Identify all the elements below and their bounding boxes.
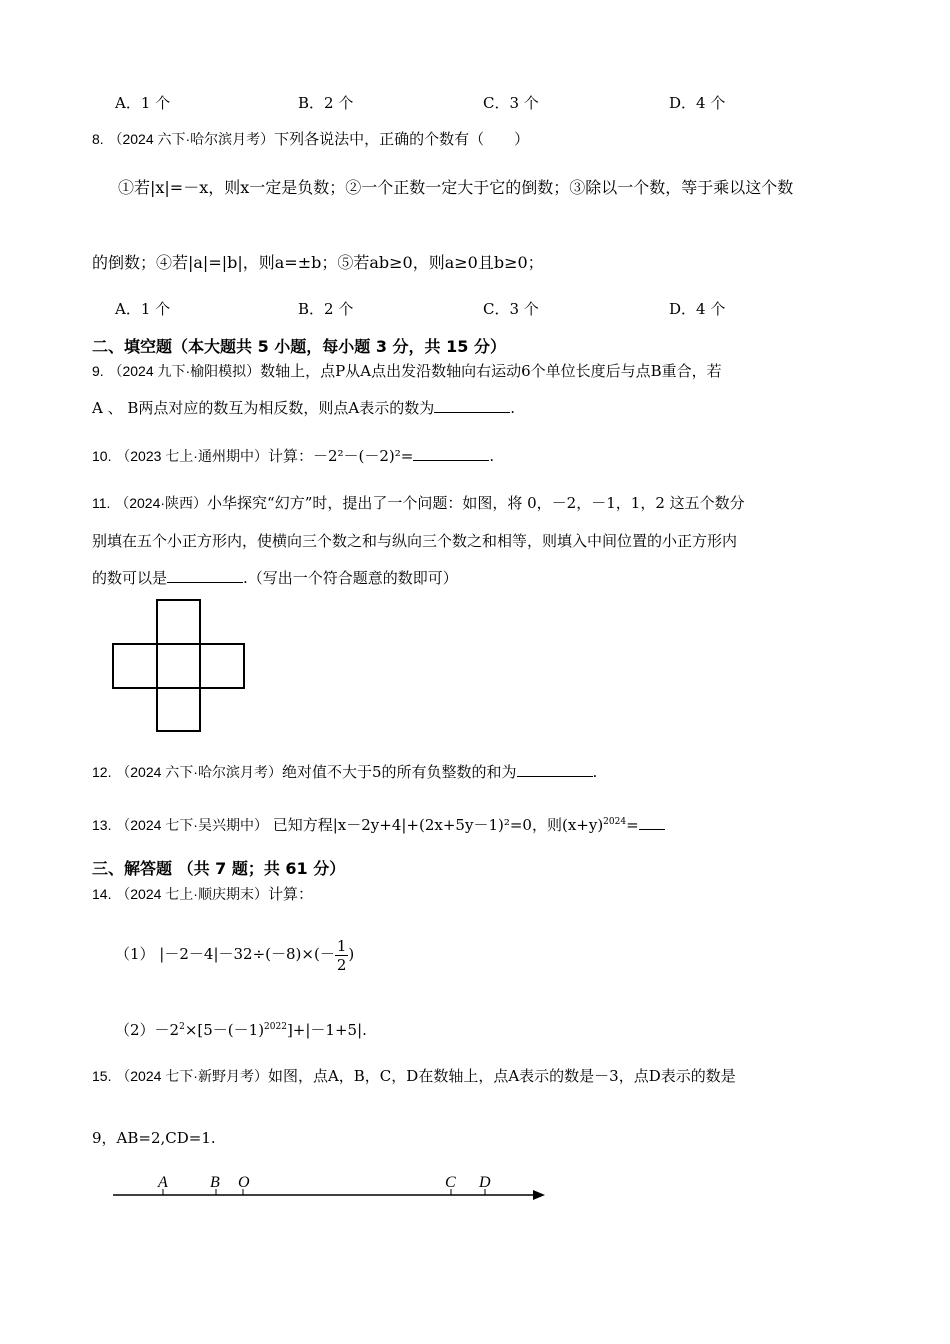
q9-source: （2024 九下·榆阳模拟） [108, 363, 261, 379]
q14-p2-c: ]+|－1+5|. [286, 1021, 367, 1039]
answer-blank[interactable] [639, 815, 665, 830]
numerator: 1 [336, 936, 347, 955]
q8-option-d: D．4 个 [669, 300, 726, 318]
q13-exponent: 2024 [603, 817, 627, 827]
label-b: B [210, 1174, 220, 1191]
q9-number: 9. [92, 363, 104, 379]
q10-end: . [489, 447, 495, 465]
label-c: C [445, 1174, 456, 1191]
square-center [156, 643, 201, 689]
number-line [0, 1165, 600, 1210]
q11-line3 [92, 567, 458, 589]
q9-text: 数轴上，点P从A点出发沿数轴向右运动6个单位长度后与点B重合，若 [260, 362, 722, 380]
q13 [92, 811, 665, 836]
fraction [335, 937, 349, 974]
q14-p1-end: ) [348, 945, 355, 963]
q14-p1-expr: （1） |－2－4|－32÷(－8)×(－ [115, 945, 335, 963]
q7-option-b: B．2 个 [298, 94, 354, 112]
q14-stem: 计算： [267, 885, 313, 903]
q8-statements-line1: ①若|x|=－x，则x一定是负数；②一个正数一定大于它的倒数；③除以一个数，等于乘以这个数 [118, 178, 794, 197]
section-3-heading: 三、解答题 （共 7 题；共 61 分） [92, 859, 346, 878]
q11-line2: 别填在五个小正方形内，使横向三个数之和与纵向三个数之和相等，则填入中间位置的小正方形内 [92, 532, 738, 550]
q8-number: 8. [92, 131, 104, 147]
arrow-icon [533, 1190, 545, 1200]
q14-p2-exponent: 2022 [264, 1022, 287, 1032]
q8-source: （2024 六下·哈尔滨月考） [108, 131, 275, 147]
square-top [156, 599, 201, 645]
q8-option-a: A．1 个 [115, 300, 171, 318]
q10-number: 10. [92, 448, 112, 464]
q9-text2: A 、 B两点对应的数互为相反数，则点A表示的数为 [92, 399, 435, 417]
q10-text: 计算：－2²－(－2)²= [267, 447, 414, 465]
q14-p2-square: 2 [179, 1022, 185, 1032]
q9-line1 [92, 360, 722, 382]
q14-p2-b: ×[5－(－1) [184, 1021, 265, 1039]
answer-blank[interactable] [413, 446, 489, 461]
q15-text: 如图，点A，B，C，D在数轴上，点A表示的数是－3，点D表示的数是 [267, 1067, 736, 1085]
q11-text3b: .（写出一个符合题意的数即可） [243, 569, 458, 587]
q11-line1 [92, 492, 745, 514]
q11-text: 小华探究“幻方”时，提出了一个问题：如图，将 0，－2，－1，1，2 这五个数分 [207, 494, 745, 512]
q8-heading [92, 128, 529, 150]
label-o: O [238, 1174, 250, 1191]
q8-stem: 下列各说法中，正确的个数有（ ） [274, 130, 530, 148]
q8-option-b: B．2 个 [298, 300, 354, 318]
q14-heading [92, 883, 313, 905]
q12-end: . [592, 763, 598, 781]
q7-option-d: D．4 个 [669, 94, 726, 112]
q14-part2 [115, 1016, 367, 1041]
denominator: 2 [336, 955, 347, 974]
square-left [112, 643, 158, 689]
q9-end: . [510, 399, 516, 417]
q11-text3: 的数可以是 [92, 569, 168, 587]
q15-line1 [92, 1065, 736, 1087]
q7-option-c: C．3 个 [483, 94, 539, 112]
q15-line2: 9，AB=2,CD=1. [92, 1129, 216, 1147]
q11-number: 11. [92, 495, 111, 511]
label-d: D [479, 1174, 491, 1191]
q14-number: 14. [92, 886, 112, 902]
q7-option-a: A．1 个 [115, 94, 171, 112]
q12 [92, 761, 597, 783]
tick-d [478, 1174, 491, 1195]
q13-source: （2024 七下·吴兴期中） [116, 817, 268, 833]
q13-number: 13. [92, 817, 112, 833]
q10-source: （2023 七上·通州期中） [116, 448, 268, 464]
q8-option-c: C．3 个 [483, 300, 539, 318]
q14-source: （2024 七上·顺庆期末） [116, 886, 268, 902]
answer-blank[interactable] [167, 568, 243, 583]
q12-source: （2024 六下·哈尔滨月考） [116, 764, 282, 780]
q8-statements-line2: 的倒数；④若|a|=|b|，则a=±b；⑤若ab≥0，则a≥0且b≥0； [92, 253, 544, 272]
q14-part1 [115, 934, 354, 974]
q12-text: 绝对值不大于5的所有负整数的和为 [281, 763, 517, 781]
q15-source: （2024 七下·新野月考） [116, 1068, 268, 1084]
q11-source: （2024·陕西） [115, 495, 208, 511]
section-2-heading: 二、填空题（本大题共 5 小题，每小题 3 分，共 15 分） [92, 337, 506, 356]
answer-blank[interactable] [434, 398, 510, 413]
square-right [199, 643, 245, 689]
tick-a [157, 1174, 168, 1195]
q9-line2 [92, 397, 515, 419]
q13-eq: = [626, 816, 639, 834]
q15-number: 15. [92, 1068, 112, 1084]
answer-blank[interactable] [517, 762, 593, 777]
label-a: A [158, 1174, 168, 1191]
square-bottom [156, 687, 201, 732]
q12-number: 12. [92, 764, 112, 780]
q14-p2-a: （2）－2 [115, 1021, 180, 1039]
q13-text: 已知方程|x－2y+4|+(2x+5y－1)²=0，则(x+y) [272, 816, 604, 834]
tick-c [445, 1174, 456, 1195]
q10 [92, 445, 494, 467]
tick-b [210, 1174, 220, 1195]
tick-o [238, 1174, 250, 1195]
